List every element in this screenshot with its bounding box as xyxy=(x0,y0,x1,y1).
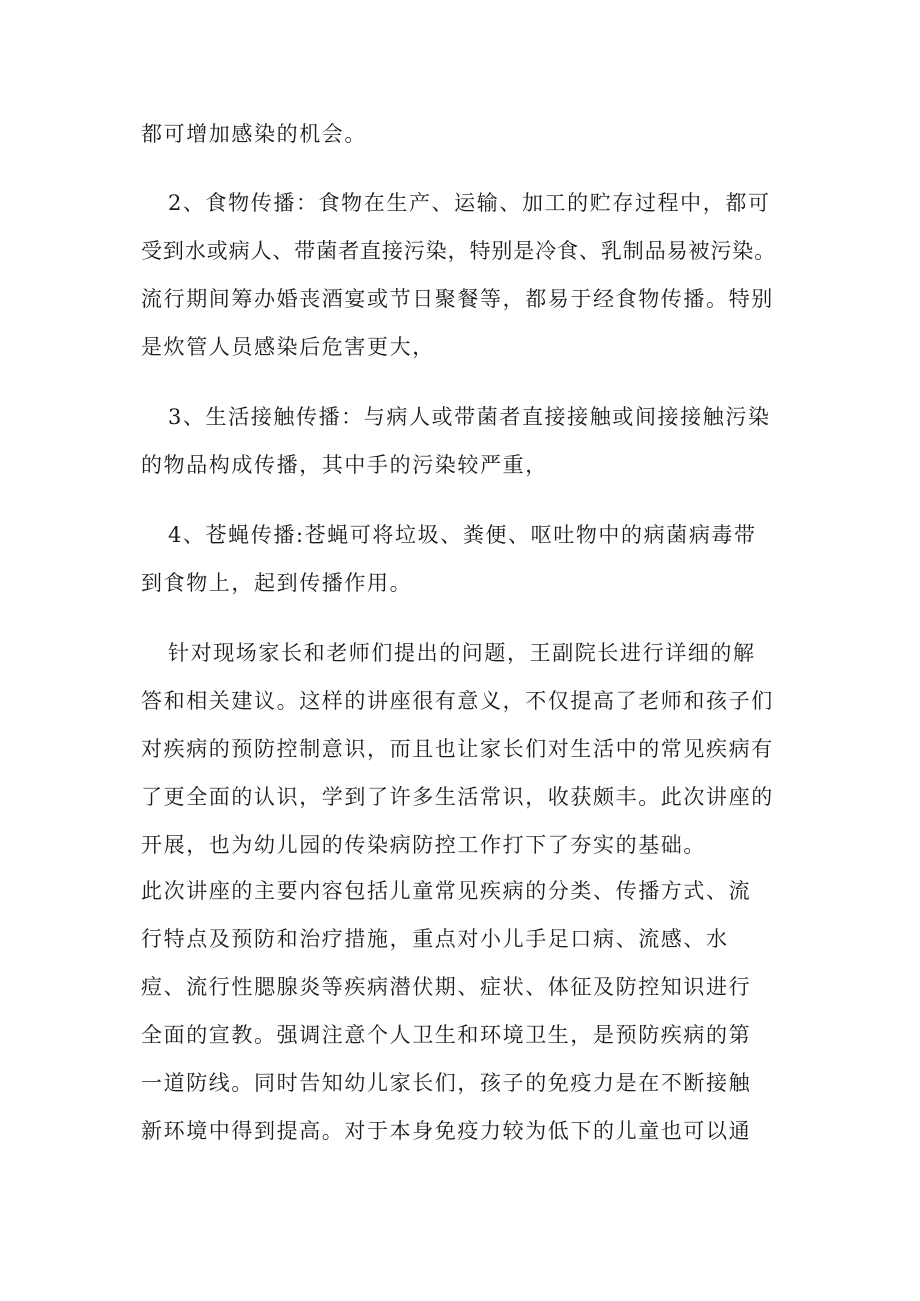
text-line: 2、食物传播：食物在生产、运输、加工的贮存过程中，都可 xyxy=(168,191,771,215)
text-line: 针对现场家长和老师们提出的问题，王副院长进行详细的解 xyxy=(168,641,756,665)
text-line: 痘、流行性腮腺炎等疾病潜伏期、症状、体征及防控知识进行 xyxy=(141,975,752,999)
text-line: 了更全面的认识，学到了许多生活常识，收获颇丰。此次讲座的 xyxy=(141,785,774,809)
text-line: 开展，也为幼儿园的传染病防控工作打下了夯实的基础。 xyxy=(141,833,706,857)
text-line: 到食物上，起到传播作用。 xyxy=(141,571,413,595)
text-line: 4、苍蝇传播:苍蝇可将垃圾、粪便、呕吐物中的病菌病毒带 xyxy=(168,523,757,547)
text-line: 的物品构成传播，其中手的污染较严重， xyxy=(141,453,548,477)
text-line: 受到水或病人、带菌者直接污染，特别是冷食、乳制品易被污染。 xyxy=(141,239,777,263)
text-line: 是炊管人员感染后危害更大， xyxy=(141,335,435,359)
text-line: 此次讲座的主要内容包括儿童常见疾病的分类、传播方式、流 xyxy=(141,879,752,903)
text-line: 3、生活接触传播：与病人或带菌者直接接触或间接接触污染 xyxy=(168,405,771,429)
text-line: 对疾病的预防控制意识，而且也让家长们对生活中的常见疾病有 xyxy=(141,737,774,761)
text-line: 新环境中得到提高。对于本身免疫力较为低下的儿童也可以通 xyxy=(141,1119,752,1143)
text-line: 行特点及预防和治疗措施，重点对小儿手足口病、流感、水 xyxy=(141,927,729,951)
text-line: 全面的宣教。强调注意个人卫生和环境卫生，是预防疾病的第 xyxy=(141,1023,752,1047)
text-line: 答和相关建议。这样的讲座很有意义，不仅提高了老师和孩子们 xyxy=(141,689,774,713)
text-line: 流行期间筹办婚丧酒宴或节日聚餐等，都易于经食物传播。特别 xyxy=(141,287,774,311)
text-line: 都可增加感染的机会。 xyxy=(141,122,367,146)
text-line: 一道防线。同时告知幼儿家长们，孩子的免疫力是在不断接触 xyxy=(141,1071,752,1095)
